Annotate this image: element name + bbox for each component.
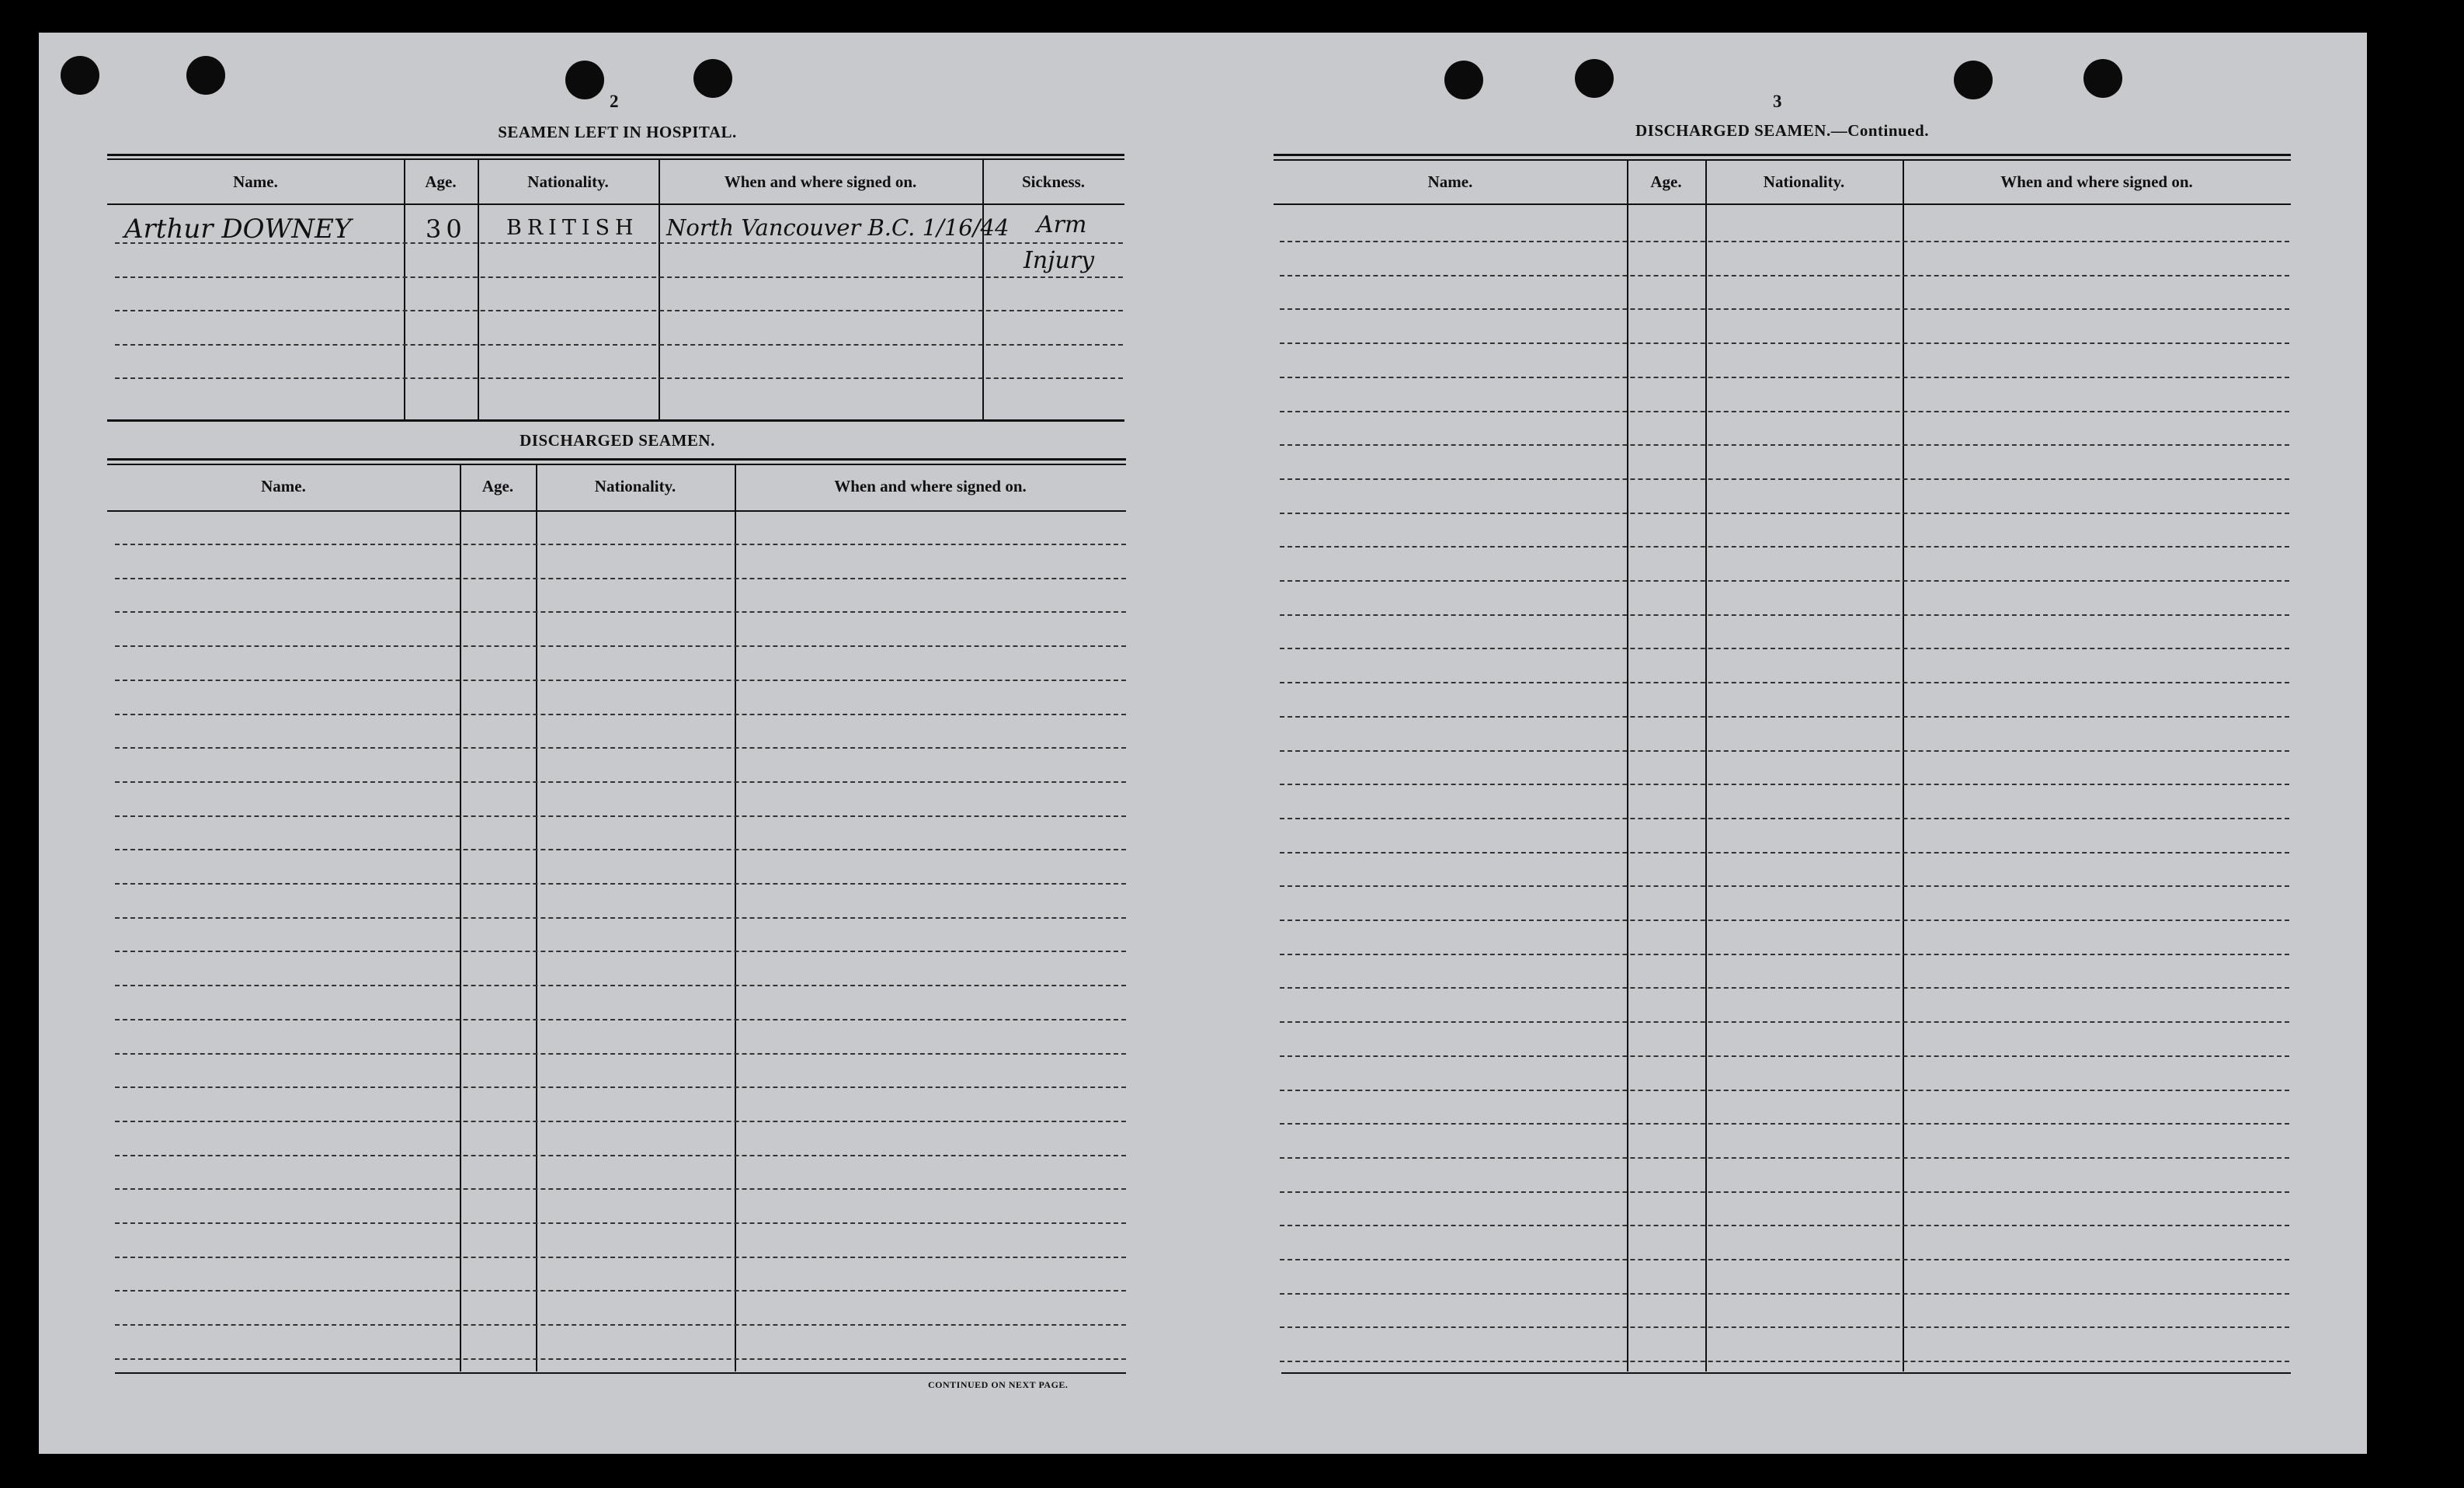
- punch-hole: [1575, 59, 1614, 98]
- ruled-line: [115, 815, 1126, 817]
- ruled-line: [1280, 241, 2289, 242]
- hospital-table-top-rule-2: [107, 158, 1124, 160]
- right-table-bottom-rule: [1281, 1372, 2291, 1374]
- ruled-line: [1280, 750, 2289, 752]
- right-col-divider: [1627, 160, 1628, 1372]
- ruled-line: [115, 1121, 1126, 1122]
- ruled-line: [115, 747, 1126, 749]
- ruled-line: [1280, 1021, 2289, 1023]
- ruled-line: [115, 310, 1123, 311]
- ruled-line: [1280, 1225, 2289, 1226]
- hospital-header-rule: [107, 203, 1124, 205]
- ruled-line: [115, 1222, 1126, 1224]
- ruled-line: [115, 1086, 1126, 1088]
- hospital-col-divider: [659, 159, 660, 419]
- hospital-entry-sickness-1: Arm: [1037, 211, 1087, 238]
- ruled-line: [1280, 954, 2289, 955]
- ruled-line: [1280, 648, 2289, 649]
- ruled-line: [1280, 1361, 2289, 1362]
- ruled-line: [1280, 513, 2289, 514]
- ruled-line: [1280, 580, 2289, 582]
- hospital-col-age: Age.: [425, 172, 457, 191]
- discharged-section-title: DISCHARGED SEAMEN.: [520, 431, 715, 450]
- hospital-col-sickness: Sickness.: [1021, 172, 1086, 191]
- ruled-line: [1280, 1293, 2289, 1295]
- ruled-line: [115, 781, 1126, 783]
- ruled-line: [1280, 478, 2289, 480]
- right-section-title-suffix: —Continued.: [1830, 121, 1929, 140]
- right-col-divider: [1705, 160, 1707, 1372]
- punch-hole: [693, 59, 732, 98]
- hospital-entry-name: Arthur DOWNEY: [124, 214, 352, 245]
- ruled-line: [115, 1019, 1126, 1020]
- ruled-line: [115, 883, 1126, 885]
- punch-hole: [565, 61, 604, 99]
- punch-hole: [2083, 59, 2122, 98]
- ruled-line: [1280, 987, 2289, 989]
- discharged-col-age: Age.: [481, 477, 514, 495]
- hospital-entry-signed-on: North Vancouver B.C. 1/16/44: [666, 214, 1010, 241]
- right-col-divider: [1903, 160, 1904, 1372]
- ruled-line: [1280, 308, 2289, 310]
- right-section-title: [1274, 121, 2291, 141]
- discharged-table-top-rule: [107, 458, 1126, 461]
- ruled-line: [1280, 818, 2289, 819]
- ruled-line: [115, 544, 1126, 545]
- ruled-line: [115, 849, 1126, 850]
- ruled-line: [115, 680, 1126, 681]
- hospital-table-top-rule: [107, 154, 1124, 156]
- ruled-line: [115, 1290, 1126, 1292]
- right-table-top-rule-2: [1274, 159, 2291, 161]
- ruled-line: [115, 985, 1126, 986]
- ruled-line: [1280, 1055, 2289, 1057]
- discharged-table-top-rule-2: [107, 464, 1126, 465]
- ledger-spread: [39, 33, 2367, 1454]
- ruled-line: [1280, 852, 2289, 854]
- page-number-right: 3: [1773, 92, 1782, 111]
- ruled-line: [115, 917, 1126, 919]
- ruled-line: [1280, 377, 2289, 378]
- hospital-entry-sickness-2: Injury: [1023, 247, 1095, 274]
- ruled-line: [115, 714, 1126, 715]
- hospital-col-divider: [982, 159, 984, 419]
- discharged-col-signed-on: When and where signed on.: [834, 477, 1027, 495]
- ruled-line: [115, 611, 1126, 613]
- hospital-section-title: SEAMEN LEFT IN HOSPITAL.: [498, 123, 737, 141]
- ruled-line: [1280, 1090, 2289, 1091]
- ruled-line: [1280, 411, 2289, 412]
- ruled-line: [115, 242, 1123, 244]
- discharged-col-nationality: Nationality.: [594, 477, 676, 495]
- punch-hole: [1954, 61, 1993, 99]
- ruled-line: [115, 578, 1126, 579]
- hospital-col-divider: [478, 159, 479, 419]
- ruled-line: [1280, 1191, 2289, 1193]
- discharged-table-bottom-rule: [115, 1372, 1126, 1374]
- page-number-left: 2: [610, 92, 619, 111]
- punch-hole: [61, 56, 99, 95]
- discharged-col-name: Name.: [261, 477, 306, 495]
- hospital-table-bottom-rule: [107, 419, 1124, 422]
- ruled-line: [1280, 920, 2289, 921]
- ruled-line: [115, 377, 1123, 379]
- ruled-line: [1280, 1123, 2289, 1125]
- ruled-line: [1280, 444, 2289, 446]
- ruled-line: [1280, 1259, 2289, 1260]
- ruled-line: [115, 1257, 1126, 1258]
- ruled-line: [1280, 1157, 2289, 1159]
- discharged-header-rule: [107, 510, 1126, 512]
- hospital-entry-nationality: BRITISH: [506, 216, 639, 240]
- ruled-line: [115, 1324, 1126, 1326]
- ruled-line: [115, 645, 1126, 647]
- right-table-top-rule: [1274, 154, 2291, 156]
- ruled-line: [115, 276, 1123, 278]
- ruled-line: [1280, 546, 2289, 548]
- ruled-line: [115, 344, 1123, 346]
- right-col-name: Name.: [1427, 172, 1473, 191]
- ruled-line: [1280, 885, 2289, 887]
- hospital-col-signed-on: When and where signed on.: [724, 172, 917, 191]
- hospital-col-nationality: Nationality.: [527, 172, 609, 191]
- right-header-rule: [1274, 203, 2291, 205]
- punch-hole: [186, 56, 225, 95]
- ruled-line: [1280, 682, 2289, 683]
- right-col-nationality: Nationality.: [1763, 172, 1845, 191]
- punch-hole: [1444, 61, 1483, 99]
- ruled-line: [1280, 784, 2289, 785]
- hospital-col-divider: [404, 159, 405, 419]
- right-section-title-main: DISCHARGED SEAMEN.: [1635, 121, 1831, 140]
- ruled-line: [1280, 275, 2289, 276]
- hospital-entry-age: 30: [426, 214, 467, 244]
- ruled-line: [115, 1188, 1126, 1190]
- ruled-line: [115, 1358, 1126, 1360]
- ruled-line: [115, 1155, 1126, 1156]
- ruled-line: [1280, 716, 2289, 718]
- ruled-line: [115, 1053, 1126, 1055]
- ruled-line: [1280, 614, 2289, 616]
- continued-note: CONTINUED ON NEXT PAGE.: [928, 1379, 1069, 1390]
- right-col-signed-on: When and where signed on.: [2000, 172, 2193, 191]
- right-col-age: Age.: [1650, 172, 1682, 191]
- ruled-line: [115, 951, 1126, 952]
- ruled-line: [1280, 1326, 2289, 1328]
- hospital-col-name: Name.: [233, 172, 278, 191]
- ruled-line: [1280, 342, 2289, 344]
